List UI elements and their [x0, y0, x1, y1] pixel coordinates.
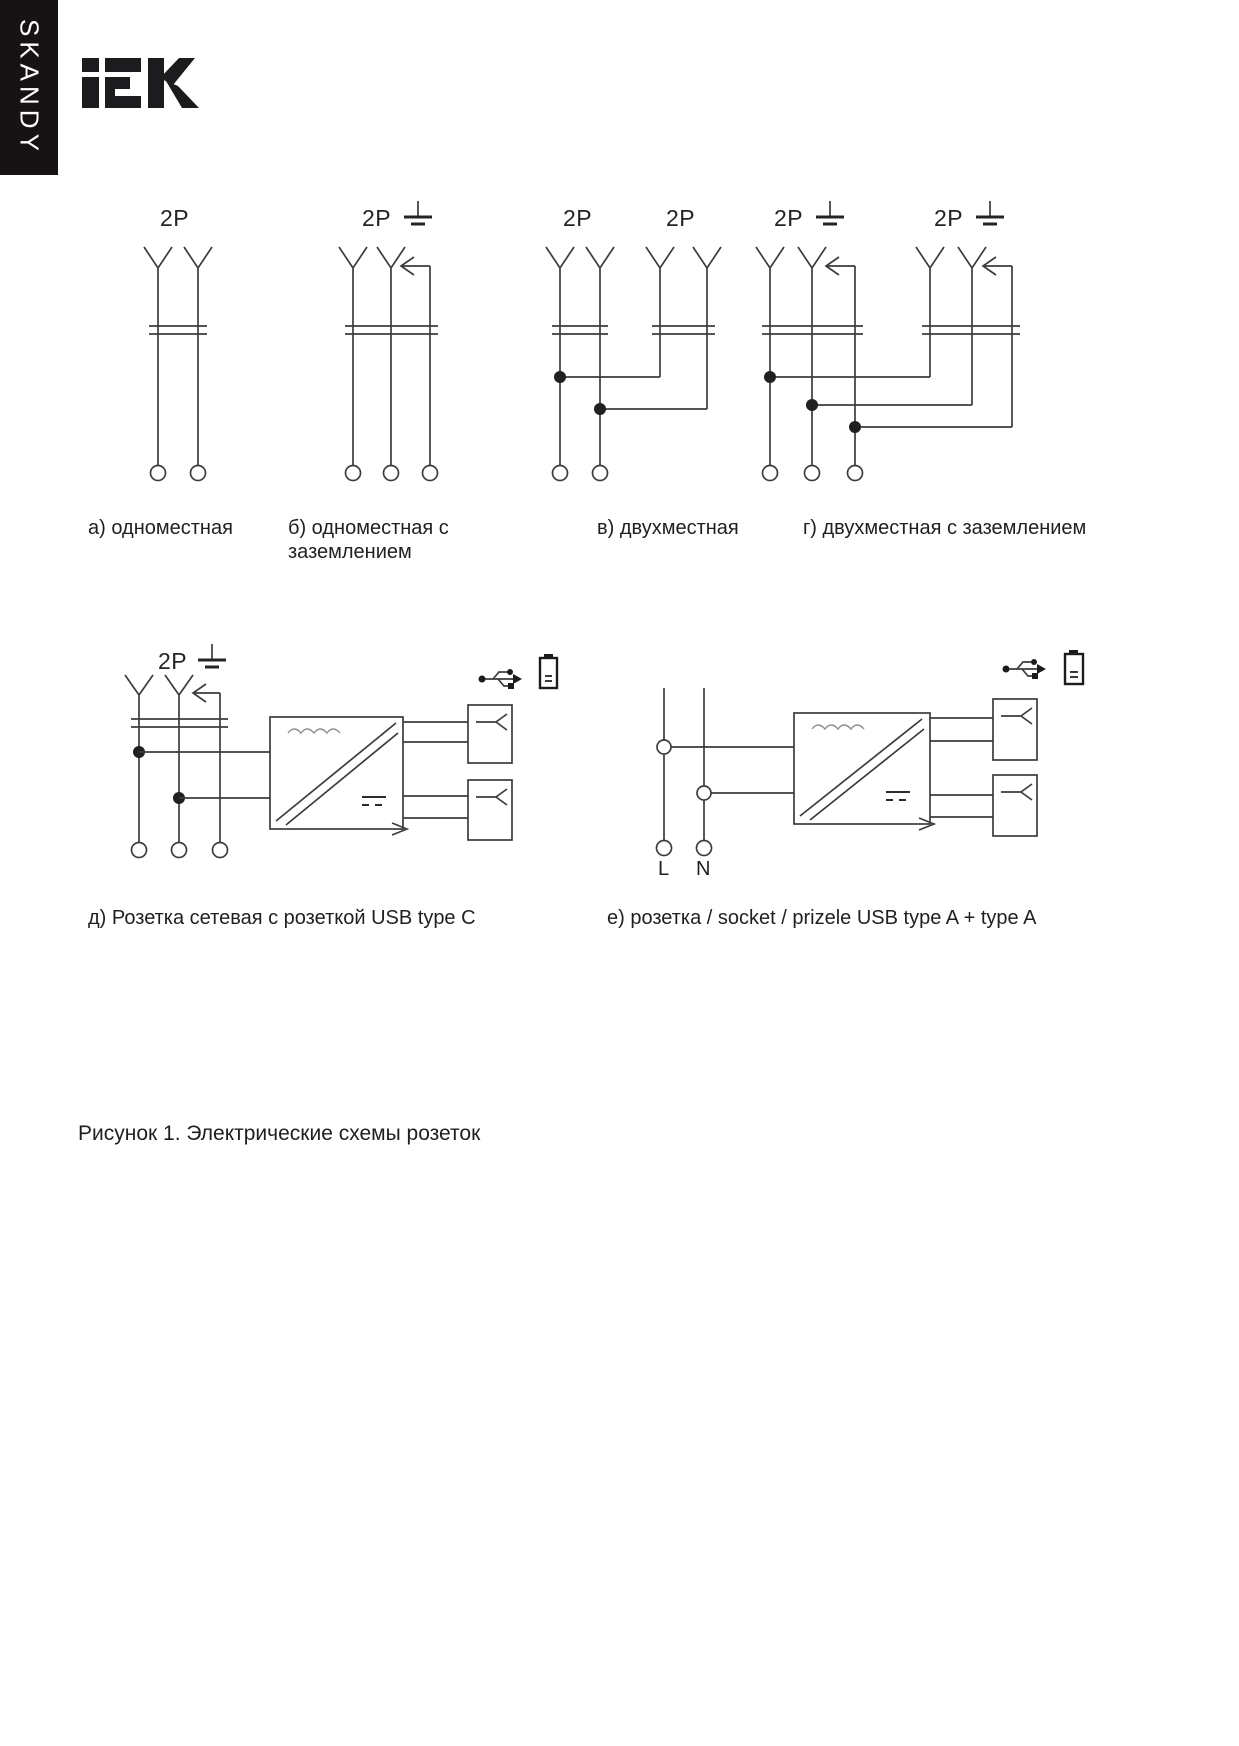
junction-dot — [849, 421, 861, 433]
earth-contact-arrow — [193, 684, 220, 842]
acdc-converter-box — [794, 713, 934, 830]
ground-icon — [404, 201, 432, 224]
caption-diagram-d: д) Розетка сетевая с розеткой USB type C — [88, 907, 476, 929]
ground-icon — [816, 201, 844, 224]
usb-port-box — [468, 780, 512, 840]
junction-dot — [806, 399, 818, 411]
caption-diagram-b: б) одноместная с заземлением — [288, 517, 449, 563]
caption-diagram-e: е) розетка / socket / prizele USB type A + type A — [607, 907, 1037, 929]
earth-contact-arrow — [983, 257, 1012, 427]
terminal-circle — [423, 466, 438, 481]
terminal-circle — [384, 466, 399, 481]
earth-contact-arrow — [826, 257, 855, 466]
terminal-circle — [553, 466, 568, 481]
dc-symbol — [362, 797, 386, 805]
acdc-converter-box — [270, 717, 407, 835]
terminal-circle — [805, 466, 820, 481]
terminal-circle — [346, 466, 361, 481]
junction-terminal — [697, 786, 711, 800]
terminal-label-neutral: N — [696, 858, 711, 880]
usb-icon — [479, 669, 523, 689]
terminal-circle — [191, 466, 206, 481]
poles-label-v-left: 2P — [563, 205, 593, 231]
poles-label-v-right: 2P — [666, 205, 696, 231]
schematic-double-socket-earthed — [756, 201, 1020, 481]
junction-terminal — [657, 740, 671, 754]
junction-dot — [764, 371, 776, 383]
caption-diagram-g: г) двухместная с заземлением — [803, 517, 1087, 539]
terminal-circle — [213, 843, 228, 858]
terminal-circle — [132, 843, 147, 858]
figure-caption: Рисунок 1. Электрические схемы розеток — [78, 1122, 481, 1145]
ac-symbol — [288, 729, 340, 733]
terminal-circle — [593, 466, 608, 481]
usb-port-box — [468, 705, 512, 763]
ground-icon — [976, 201, 1004, 224]
battery-icon — [1065, 650, 1083, 684]
battery-icon — [540, 654, 557, 688]
junction-dot — [554, 371, 566, 383]
dc-symbol — [886, 792, 910, 800]
terminal-circle — [697, 841, 712, 856]
poles-label-a: 2P — [160, 205, 190, 231]
schematic-socket-usb-c — [125, 644, 557, 858]
schematic-socket-usb-a — [657, 650, 1084, 856]
terminal-circle — [172, 843, 187, 858]
earth-contact-arrow — [401, 257, 430, 466]
usb-port-box — [993, 775, 1037, 836]
poles-label-g-left: 2P — [774, 205, 804, 231]
ac-symbol — [812, 725, 864, 729]
ground-icon — [198, 644, 226, 667]
caption-diagram-v: в) двухместная — [597, 517, 739, 539]
poles-label-d: 2P — [158, 648, 188, 674]
terminal-circle — [763, 466, 778, 481]
schematic-single-socket — [144, 247, 212, 481]
usb-icon — [1003, 659, 1047, 679]
terminal-label-live: L — [658, 858, 670, 880]
schematic-single-socket-earthed — [339, 201, 438, 481]
schematic-double-socket — [546, 247, 721, 481]
usb-port-box — [993, 699, 1037, 760]
poles-label-b: 2P — [362, 205, 392, 231]
terminal-circle — [151, 466, 166, 481]
caption-diagram-a: а) одноместная — [88, 517, 233, 539]
poles-label-g-right: 2P — [934, 205, 964, 231]
terminal-circle — [657, 841, 672, 856]
terminal-circle — [848, 466, 863, 481]
series-banner-label: SKANDY — [14, 19, 45, 156]
junction-dot — [594, 403, 606, 415]
